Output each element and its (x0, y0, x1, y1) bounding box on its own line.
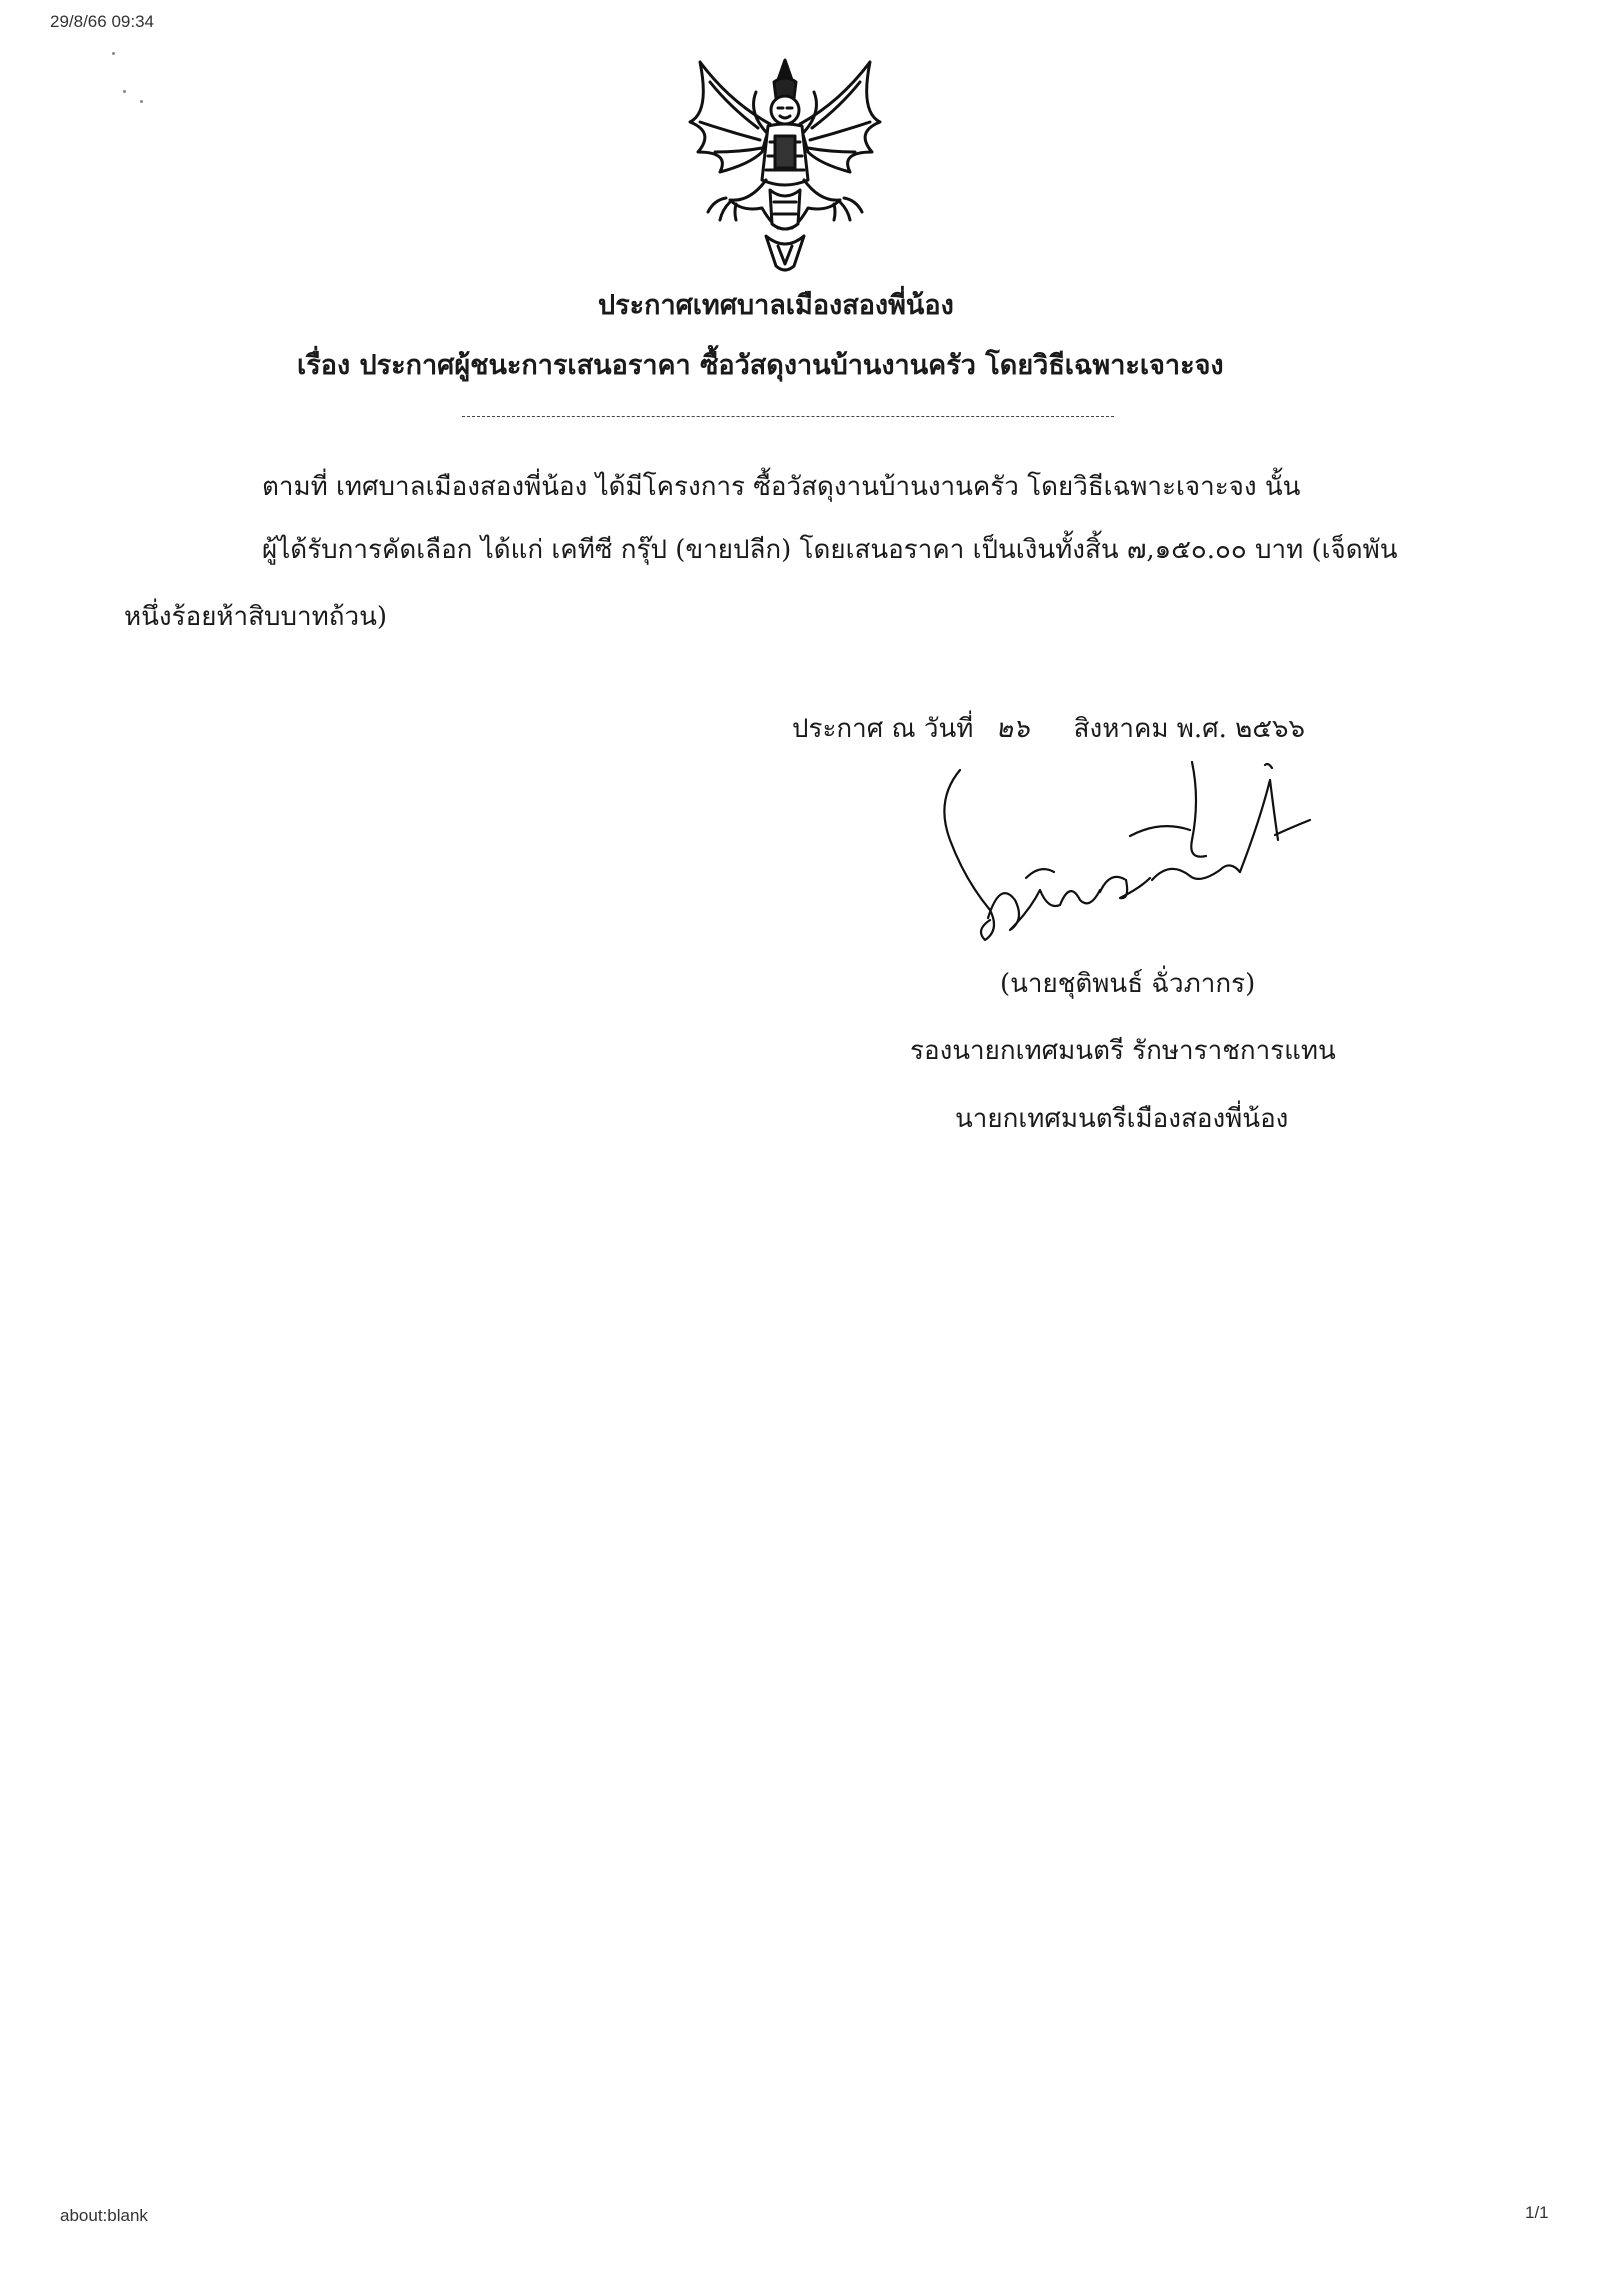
handwritten-signature (930, 760, 1330, 960)
scan-speck (112, 52, 115, 55)
print-timestamp: 29/8/66 09:34 (50, 12, 154, 31)
signatory-role-line-2: นายกเทศมนตรีเมืองสองพี่น้อง (955, 1104, 1289, 1134)
body-paragraph-2: ผู้ได้รับการคัดเลือก ได้แก่ เคทีซี กรุ๊ป (ขายปลีก) โดยเสนอราคา เป็นเงินทั้งสิ้น ๗,๑๕๐.๐๐ บาท (เจ็ดพัน (262, 535, 1398, 565)
dashed-divider (462, 416, 1114, 417)
print-footer-page-count: 1/1 (1525, 2203, 1549, 2222)
garuda-emblem-icon (670, 52, 900, 282)
announcement-title: ประกาศเทศบาลเมืองสองพี่น้อง (598, 290, 954, 321)
date-prefix: ประกาศ ณ วันที่ (792, 714, 974, 744)
body-paragraph-1: ตามที่ เทศบาลเมืองสองพี่น้อง ได้มีโครงการ ซื้อวัสดุงานบ้านงานครัว โดยวิธีเฉพาะเจาะจง นั้น (262, 472, 1301, 502)
scan-speck (123, 90, 126, 93)
date-day-handwritten: ๒๖ (995, 714, 1030, 744)
date-month-year: สิงหาคม พ.ศ. ๒๕๖๖ (1073, 714, 1305, 744)
scan-speck (140, 100, 143, 103)
announcement-date (792, 708, 1305, 749)
signatory-role-line-1: รองนายกเทศมนตรี รักษาราชการแทน (910, 1036, 1336, 1066)
body-paragraph-3: หนึ่งร้อยห้าสิบบาทถ้วน) (124, 602, 388, 632)
announcement-subject: เรื่อง ประกาศผู้ชนะการเสนอราคา ซื้อวัสดุงานบ้านงานครัว โดยวิธีเฉพาะเจาะจง (297, 350, 1224, 381)
signatory-name: (นายชุติพนธ์ ฉั่วภากร) (1000, 969, 1256, 999)
print-footer-url: about:blank (60, 2206, 148, 2225)
